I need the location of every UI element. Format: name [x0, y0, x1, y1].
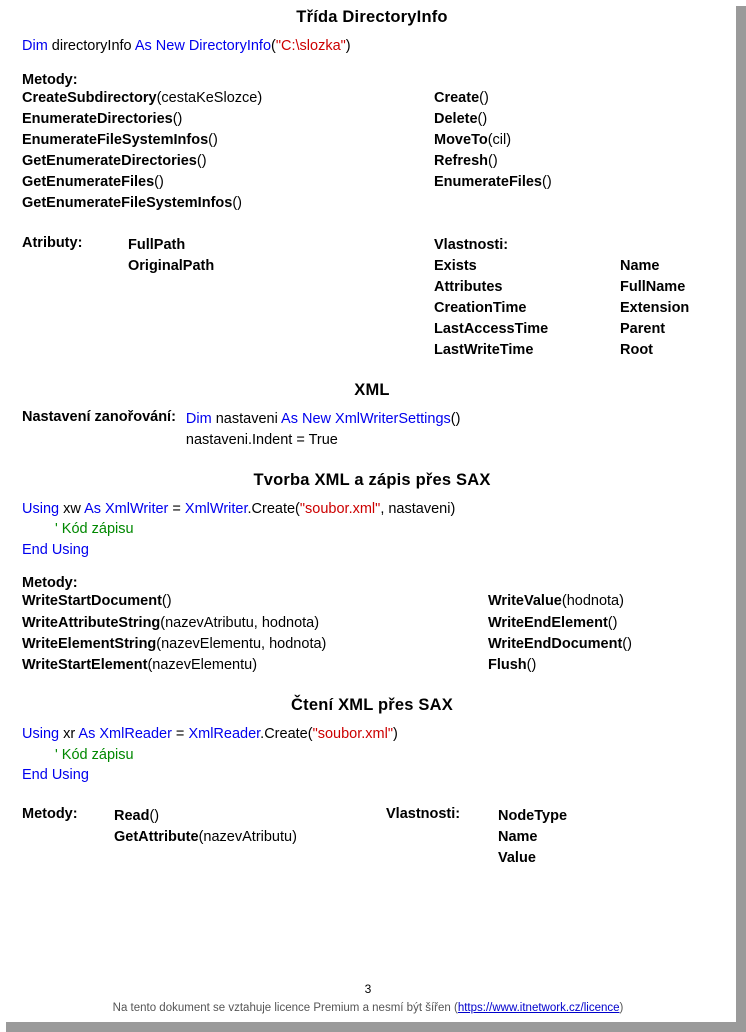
equals: =: [168, 500, 185, 517]
list-item: FullName: [620, 278, 686, 295]
keyword-as-new-xmlwritersettings: As New XmlWriterSettings: [281, 411, 451, 428]
type-xmlwriter: XmlWriter: [184, 500, 248, 517]
sax-read-line1: [22, 724, 722, 745]
method-args: (): [479, 89, 489, 106]
type-xmlreader: XmlReader: [188, 725, 261, 742]
method-name: Delete: [434, 110, 478, 127]
properties-column-1: [434, 256, 620, 362]
keyword-end-using: End Using: [22, 541, 89, 558]
keyword-as-xmlwriter: As XmlWriter: [84, 500, 169, 517]
method-args: (): [154, 174, 164, 191]
method-item: [488, 613, 722, 634]
sax-read-comment: [22, 745, 722, 766]
method-item: [22, 655, 488, 676]
method-args: (): [208, 131, 218, 148]
directoryinfo-methods-right: [434, 88, 722, 215]
method-item: [22, 613, 488, 634]
sax-read-end: [22, 765, 722, 786]
sax-write-methods-right: [488, 591, 722, 676]
method-item: [434, 88, 722, 109]
method-args: (): [607, 614, 618, 631]
license-note: [0, 1002, 736, 1014]
sax-read-methods-list: [114, 806, 386, 869]
label-nesting: Nastavení zanořování:: [22, 409, 176, 426]
label-methods-directoryinfo: Metody:: [22, 71, 78, 88]
method-item: [488, 591, 722, 612]
sax-write-line1: [22, 499, 722, 520]
method-args: (cestaKeSlozce): [156, 89, 263, 106]
section-title-directoryinfo: Třída DirectoryInfo: [296, 8, 448, 26]
keyword-as-xmlreader: As XmlReader: [78, 725, 172, 742]
method-name: Flush: [488, 656, 527, 673]
label-properties: Vlastnosti:: [434, 236, 509, 253]
attributes-block: [22, 235, 434, 362]
section-title-xml: XML: [354, 381, 390, 400]
method-item: [22, 109, 434, 130]
method-name: GetEnumerateFiles: [22, 174, 155, 191]
variable-xw: xw: [59, 500, 85, 517]
method-args: (): [161, 593, 172, 610]
method-name: GetEnumerateFileSystemInfos: [22, 195, 233, 212]
list-item: Extension: [620, 299, 690, 316]
page-number: 3: [364, 982, 372, 996]
list-item: LastWriteTime: [434, 342, 534, 359]
keyword-dim: Dim: [185, 411, 212, 428]
method-name: WriteStartDocument: [22, 593, 162, 610]
method-name: WriteEndElement: [488, 614, 608, 631]
method-item: [434, 109, 722, 130]
code-line: [186, 409, 461, 430]
directoryinfo-declaration: [22, 36, 722, 57]
sax-read-properties-list: [498, 806, 567, 869]
method-args: (): [196, 153, 207, 170]
method-name: EnumerateFileSystemInfos: [22, 131, 209, 148]
string-filename: "soubor.xml": [299, 500, 381, 517]
method-item: [488, 655, 722, 676]
method-args: (): [622, 635, 632, 652]
label-properties-sax-read: Vlastnosti:: [386, 805, 461, 822]
variable-nastaveni: nastaveni: [211, 411, 282, 428]
method-name: WriteAttributeString: [22, 614, 161, 631]
method-name: EnumerateDirectories: [22, 110, 173, 127]
sax-read-members: [22, 806, 722, 869]
call-rest: ): [392, 725, 398, 742]
method-name: WriteElementString: [22, 635, 157, 652]
method-item: [114, 806, 386, 827]
sax-write-comment: [22, 519, 722, 540]
method-args: (): [526, 656, 537, 673]
properties-block: [434, 235, 722, 362]
section-title-sax-write: Tvorba XML a zápis přes SAX: [253, 470, 491, 489]
page-footer: [0, 982, 736, 1014]
method-item: [22, 591, 488, 612]
method-item: [434, 130, 722, 151]
method-args: (nazevElementu, hodnota): [156, 635, 327, 652]
method-name: WriteStartElement: [22, 656, 148, 673]
list-item: Exists: [434, 257, 477, 274]
keyword-as-new-directoryinfo: As New DirectoryInfo: [134, 38, 272, 54]
label-attributes: Atributy:: [22, 234, 83, 251]
method-args: (nazevAtributu): [198, 828, 297, 845]
method-name: CreateSubdirectory: [22, 89, 157, 106]
method-item: [434, 151, 722, 172]
directoryinfo-attributes-properties: [22, 235, 722, 362]
method-item: [488, 634, 722, 655]
comment-text: ' Kód zápisu: [55, 521, 134, 538]
sax-write-end: [22, 540, 722, 561]
method-name: Read: [114, 807, 150, 824]
method-args: (cil): [487, 131, 512, 148]
code-line-indent: nastaveni.Indent = True: [185, 432, 338, 449]
license-note-text-end: ): [619, 1002, 624, 1014]
parens: (): [450, 411, 461, 428]
list-item: Parent: [620, 321, 666, 338]
method-item: [22, 88, 434, 109]
method-name: WriteEndDocument: [488, 635, 623, 652]
call-create: .Create(: [260, 725, 313, 742]
list-item: Name: [498, 828, 538, 845]
list-item: Name: [620, 257, 660, 274]
method-name: GetAttribute: [114, 828, 199, 845]
variable-directoryinfo: directoryInfo: [47, 38, 135, 54]
keyword-using: Using: [22, 725, 60, 742]
call-create: .Create(: [247, 500, 300, 517]
method-args: (): [149, 807, 160, 824]
keyword-end-using: End Using: [22, 767, 89, 784]
method-args: (nazevElementu): [147, 656, 258, 673]
directoryinfo-methods-columns: [22, 88, 722, 215]
keyword-dim: Dim: [22, 38, 48, 54]
properties-column-2: [620, 256, 689, 362]
equals: =: [171, 725, 189, 742]
list-item: Attributes: [434, 278, 503, 295]
method-item: [22, 130, 434, 151]
sax-write-methods-columns: [22, 591, 722, 676]
string-path: "C:\slozka": [275, 38, 346, 54]
page-shadow-right: [736, 6, 746, 1032]
properties-columns: [434, 256, 722, 362]
label-methods-sax-read: Metody:: [22, 805, 78, 822]
method-args: (): [488, 153, 498, 170]
sax-write-methods-left: [22, 591, 488, 676]
method-args: (nazevAtributu, hodnota): [160, 614, 320, 631]
page-shadow-bottom: [6, 1022, 746, 1032]
string-filename: "soubor.xml": [312, 725, 393, 742]
method-args: (hodnota): [561, 593, 624, 610]
comment-text: ' Kód zápisu: [55, 746, 134, 763]
variable-xr: xr: [59, 725, 79, 742]
section-title-sax-read: Čtení XML přes SAX: [291, 695, 453, 714]
method-item: [22, 151, 434, 172]
list-item: NodeType: [498, 807, 568, 824]
list-item: FullPath: [128, 236, 186, 253]
list-item: Value: [498, 850, 536, 867]
directoryinfo-methods-left: [22, 88, 434, 215]
keyword-using: Using: [22, 500, 60, 517]
list-item: OriginalPath: [128, 257, 215, 274]
method-item: [114, 827, 386, 848]
method-args: (): [542, 174, 552, 191]
method-name: Refresh: [434, 153, 488, 170]
license-link[interactable]: https://www.itnetwork.cz/licence: [457, 1002, 620, 1014]
xml-nesting-code: [186, 409, 461, 450]
method-item: [22, 172, 434, 193]
paren-close: ): [345, 38, 351, 54]
method-name: GetEnumerateDirectories: [22, 153, 197, 170]
method-name: MoveTo: [434, 131, 488, 148]
license-note-text: Na tento dokument se vztahuje licence Premium a nesmí být šířen (: [112, 1002, 458, 1014]
call-rest: , nastaveni): [380, 500, 456, 517]
paren-open: (: [271, 38, 276, 54]
method-args: (): [172, 110, 183, 127]
list-item: LastAccessTime: [434, 321, 549, 338]
method-item: [434, 172, 722, 193]
method-item: [22, 193, 434, 214]
xml-nesting-row: [22, 409, 722, 450]
method-args: (): [477, 110, 488, 127]
method-item: [22, 634, 488, 655]
list-item: Root: [620, 342, 654, 359]
method-args: (): [232, 195, 242, 212]
method-name: WriteValue: [488, 593, 562, 610]
list-item: CreationTime: [434, 299, 527, 316]
method-name: EnumerateFiles: [434, 174, 542, 191]
method-name: Create: [434, 89, 480, 106]
attributes-list: [128, 235, 398, 362]
label-methods-sax-write: Metody:: [22, 575, 78, 592]
